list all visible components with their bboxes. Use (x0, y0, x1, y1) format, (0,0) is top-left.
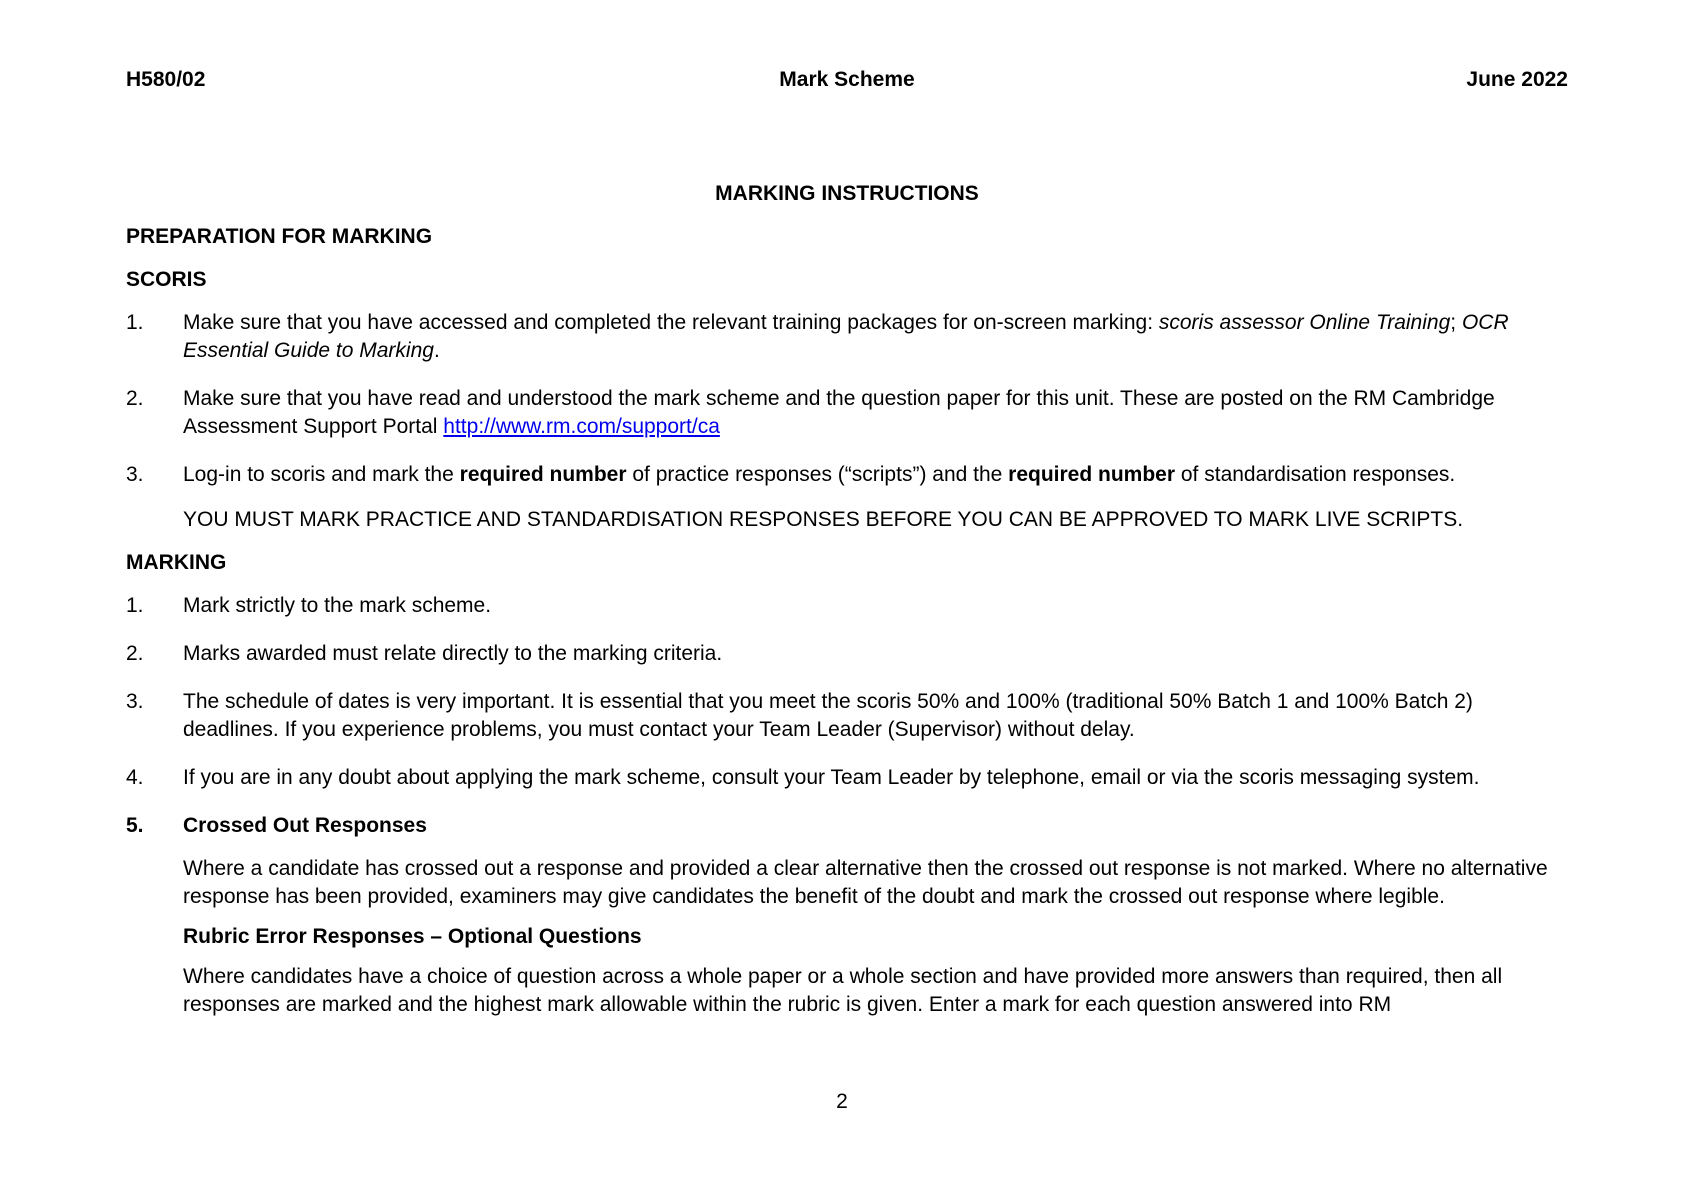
list-item (126, 592, 1568, 620)
page-title: MARKING INSTRUCTIONS (715, 182, 979, 205)
list-number: 3. (126, 463, 144, 486)
notice-text: YOU MUST MARK PRACTICE AND STANDARDISATION RESPONSES BEFORE YOU CAN BE APPROVED TO MARK LIVE SCRIPTS. (183, 508, 1464, 531)
list-text: Log-in to scoris and mark the required number of practice responses (“scripts”) and the required number of standardisation responses. (183, 463, 1456, 486)
list-item (126, 688, 1568, 744)
document-body (126, 180, 1568, 1034)
section-heading-preparation: PREPARATION FOR MARKING (126, 225, 433, 248)
support-portal-link[interactable]: http://www.rm.com/support/ca (443, 415, 720, 438)
rubric-error-paragraph: Where candidates have a choice of question across a whole paper or a whole section and have provided more answers than required, then all responses are marked and the highest mark allowable within the rubric is given. Enter a mark for each question answered into RM (183, 965, 1503, 1016)
paper-code: H580/02 (126, 68, 206, 91)
list-item (126, 309, 1568, 365)
list-number: 1. (126, 311, 144, 334)
list-number: 4. (126, 766, 144, 789)
list-item (126, 812, 1568, 840)
list-text: If you are in any doubt about applying the mark scheme, consult your Team Leader by telephone, email or via the scoris messaging system. (183, 766, 1480, 789)
crossed-out-paragraph: Where a candidate has crossed out a response and provided a clear alternative then the crossed out response is not marked. Where no alternative response has been provided, examiners may give candidates the benefit of the doubt and mark the crossed out response where legible. (183, 857, 1548, 908)
crossed-out-heading: Crossed Out Responses (183, 814, 427, 837)
list-text: Mark strictly to the mark scheme. (183, 594, 492, 617)
list-text: The schedule of dates is very important. It is essential that you meet the scoris 50% and 100% (traditional 50% Batch 1 and 100% Batch 2) deadlines. If you experience problems, you must contact your Team Leader (Supervisor) without delay. (183, 690, 1473, 741)
page-header (126, 68, 1568, 96)
list-item (126, 764, 1568, 792)
list-number: 3. (126, 690, 144, 713)
list-item (126, 385, 1568, 441)
list-text: Make sure that you have read and understood the mark scheme and the question paper for this unit. These are posted on the RM Cambridge Assessment Support Portal http://www.rm.com/support/ca (183, 387, 1495, 438)
list-number: 2. (126, 387, 144, 410)
list-number: 5. (126, 814, 144, 837)
list-number: 1. (126, 594, 144, 617)
list-item (126, 461, 1568, 489)
list-text: Marks awarded must relate directly to the marking criteria. (183, 642, 723, 665)
subheading-scoris: SCORIS (126, 268, 207, 291)
section-heading-marking: MARKING (126, 551, 227, 574)
header-date: June 2022 (1466, 68, 1568, 91)
page-number: 2 (836, 1090, 848, 1113)
list-item (126, 640, 1568, 668)
list-text: Make sure that you have accessed and completed the relevant training packages for on-screen marking: scoris assessor Online Training; OCR Essential Guide to Marking. (183, 311, 1509, 362)
list-number: 2. (126, 642, 144, 665)
header-title: Mark Scheme (779, 68, 915, 91)
rubric-error-heading: Rubric Error Responses – Optional Questions (183, 925, 642, 948)
